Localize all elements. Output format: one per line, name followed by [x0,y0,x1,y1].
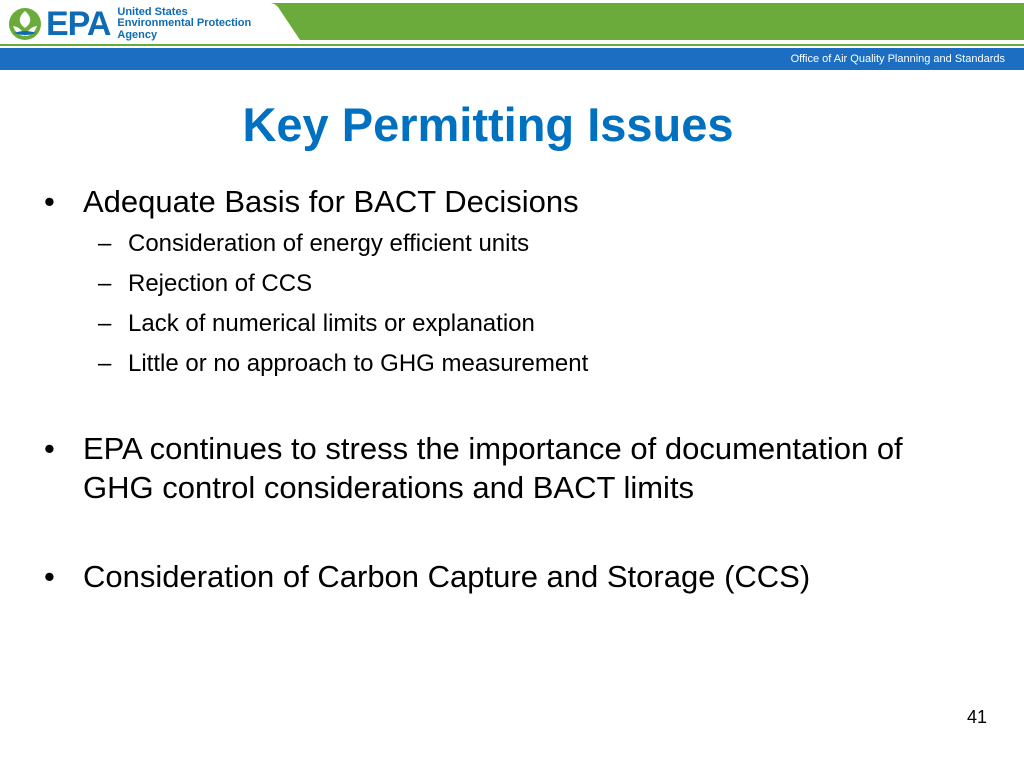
epa-logo [8,6,251,42]
dash-glyph: – [98,230,112,257]
bullet-text: Consideration of Carbon Capture and Storage (CCS) [83,559,811,594]
bullet-item [44,182,974,221]
slide-body [44,182,974,596]
bullet-item [44,557,974,596]
sub-bullet-item [44,349,974,379]
sub-bullet-text: Lack of numerical limits or explanation [128,310,535,337]
agency-line: Environmental Protection [117,17,252,30]
bullet-text: Adequate Basis for BACT Decisions [83,184,579,219]
dash-glyph: – [98,350,112,377]
sub-bullet-text: Rejection of CCS [128,270,313,297]
dash-glyph: – [98,310,112,337]
sub-bullet-item [44,309,974,339]
sub-bullet-text: Consideration of energy efficient units [128,230,530,257]
bullet-glyph: • [44,431,55,466]
office-label: Office of Air Quality Planning and Standards [790,53,1005,65]
bullet-glyph: • [44,559,55,594]
bullet-item [44,429,974,507]
header-banner [0,0,1024,72]
slide-title: Key Permitting Issues [242,98,734,151]
agency-line: United States [117,5,188,18]
sub-bullet-item [44,229,974,259]
epa-flower-icon [8,7,42,41]
agency-line: Agency [117,28,158,41]
bullet-glyph: • [44,184,55,219]
logo-text: EPA [46,5,111,43]
agency-name [117,7,251,42]
sub-bullet-item [44,269,974,299]
bullet-text: EPA continues to stress the importance of documentation of GHG control considerations and BACT limits [83,431,903,505]
sub-bullet-text: Little or no approach to GHG measurement [128,350,589,377]
page-number: 41 [966,707,987,727]
dash-glyph: – [98,270,112,297]
